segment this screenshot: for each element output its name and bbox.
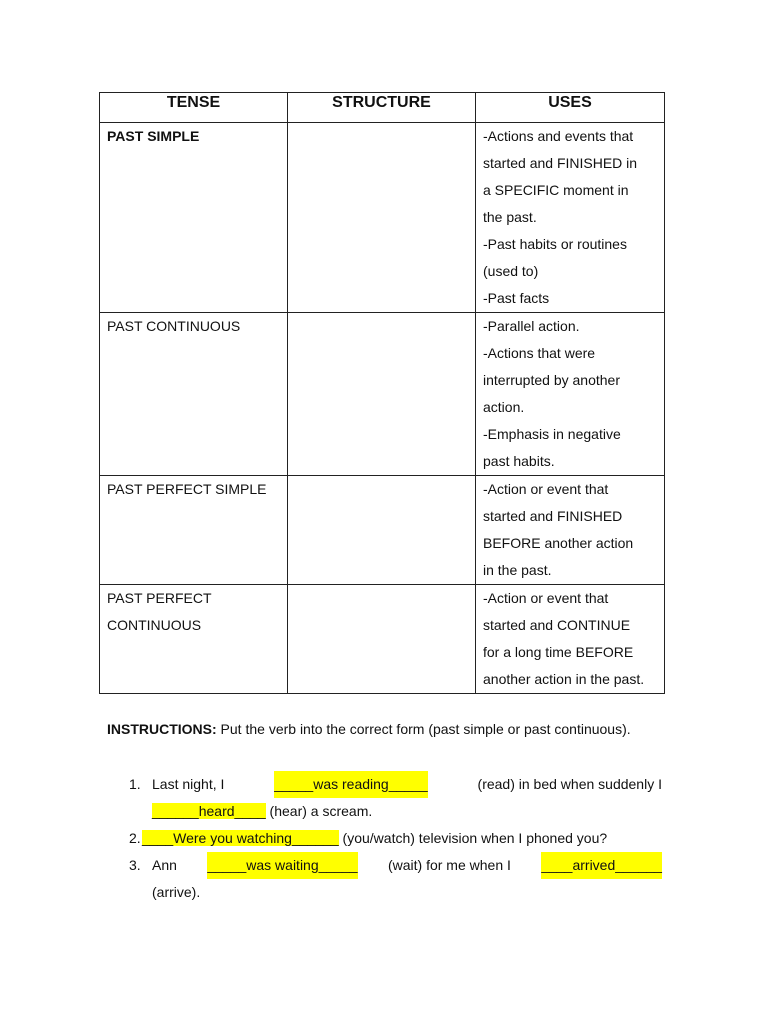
use-line: -Actions and events that bbox=[483, 128, 634, 144]
use-line: interrupted by another bbox=[483, 372, 620, 388]
table-row bbox=[100, 476, 665, 585]
uses-cell bbox=[476, 476, 665, 585]
exercise-text: Ann bbox=[152, 857, 177, 873]
answer-highlight: _____was reading_____ bbox=[274, 771, 427, 798]
tense-line: CONTINUOUS bbox=[107, 617, 202, 633]
exercise-item bbox=[107, 825, 662, 852]
header-tense: TENSE bbox=[100, 93, 288, 123]
exercise-text: (you/watch) television when I phoned you? bbox=[338, 830, 608, 846]
exercise-line bbox=[152, 852, 662, 879]
exercise-text: (hear) a scream. bbox=[265, 803, 373, 819]
use-line: -Actions that were bbox=[483, 345, 596, 361]
uses-cell bbox=[476, 585, 665, 694]
tense-table bbox=[99, 92, 665, 694]
use-line: -Past habits or routines bbox=[483, 236, 627, 252]
use-line: past habits. bbox=[483, 453, 555, 469]
table-header-row bbox=[100, 93, 665, 123]
table-row bbox=[100, 123, 665, 313]
exercise-line bbox=[152, 879, 662, 906]
exercise-text: (read) in bed when suddenly I bbox=[477, 776, 662, 792]
use-line: -Emphasis in negative bbox=[483, 426, 621, 442]
exercise-text: Last night, I bbox=[152, 776, 225, 792]
answer-highlight: ______heard____ bbox=[152, 803, 266, 819]
instructions-text: Put the verb into the correct form (past simple or past continuous). bbox=[216, 721, 631, 737]
tense-cell: PAST PERFECT SIMPLE bbox=[100, 476, 288, 585]
answer-highlight: ____Were you watching______ bbox=[142, 830, 339, 846]
use-line: BEFORE another action bbox=[483, 535, 634, 551]
use-line: -Action or event that bbox=[483, 590, 609, 606]
exercise-line bbox=[152, 771, 662, 798]
exercise-text: (arrive). bbox=[152, 884, 201, 900]
exercise-list bbox=[107, 771, 662, 906]
table-row bbox=[100, 585, 665, 694]
exercise-item bbox=[107, 852, 662, 906]
exercise-line bbox=[152, 798, 662, 825]
instructions-label: INSTRUCTIONS: bbox=[107, 721, 217, 737]
header-structure: STRUCTURE bbox=[288, 93, 476, 123]
structure-cell bbox=[288, 313, 476, 476]
instructions-paragraph bbox=[107, 719, 662, 740]
exercise-number: 2. bbox=[129, 830, 141, 846]
use-line: -Parallel action. bbox=[483, 318, 580, 334]
exercise-number: 1. bbox=[129, 776, 141, 792]
use-line: started and FINISHED in bbox=[483, 155, 638, 171]
exercise-item bbox=[107, 771, 662, 825]
use-line: in the past. bbox=[483, 562, 552, 578]
uses-cell bbox=[476, 313, 665, 476]
tense-cell: PAST CONTINUOUS bbox=[100, 313, 288, 476]
structure-cell bbox=[288, 585, 476, 694]
table-row bbox=[100, 313, 665, 476]
tense-cell bbox=[100, 585, 288, 694]
use-line: another action in the past. bbox=[483, 671, 645, 687]
use-line: (used to) bbox=[483, 263, 539, 279]
exercise-line bbox=[142, 825, 662, 852]
answer-highlight: ____arrived______ bbox=[541, 852, 662, 879]
exercise-text: (wait) for me when I bbox=[387, 857, 511, 873]
structure-cell bbox=[288, 476, 476, 585]
use-line: started and CONTINUE bbox=[483, 617, 631, 633]
tense-cell: PAST SIMPLE bbox=[100, 123, 288, 313]
exercise-number: 3. bbox=[129, 857, 141, 873]
use-line: -Action or event that bbox=[483, 481, 609, 497]
use-line: for a long time BEFORE bbox=[483, 644, 634, 660]
tense-line: PAST PERFECT bbox=[107, 590, 212, 606]
uses-cell bbox=[476, 123, 665, 313]
header-uses: USES bbox=[476, 93, 665, 123]
structure-cell bbox=[288, 123, 476, 313]
use-line: -Past facts bbox=[483, 290, 550, 306]
answer-highlight: _____was waiting_____ bbox=[207, 852, 357, 879]
use-line: action. bbox=[483, 399, 525, 415]
use-line: started and FINISHED bbox=[483, 508, 623, 524]
use-line: a SPECIFIC moment in bbox=[483, 182, 629, 198]
use-line: the past. bbox=[483, 209, 537, 225]
